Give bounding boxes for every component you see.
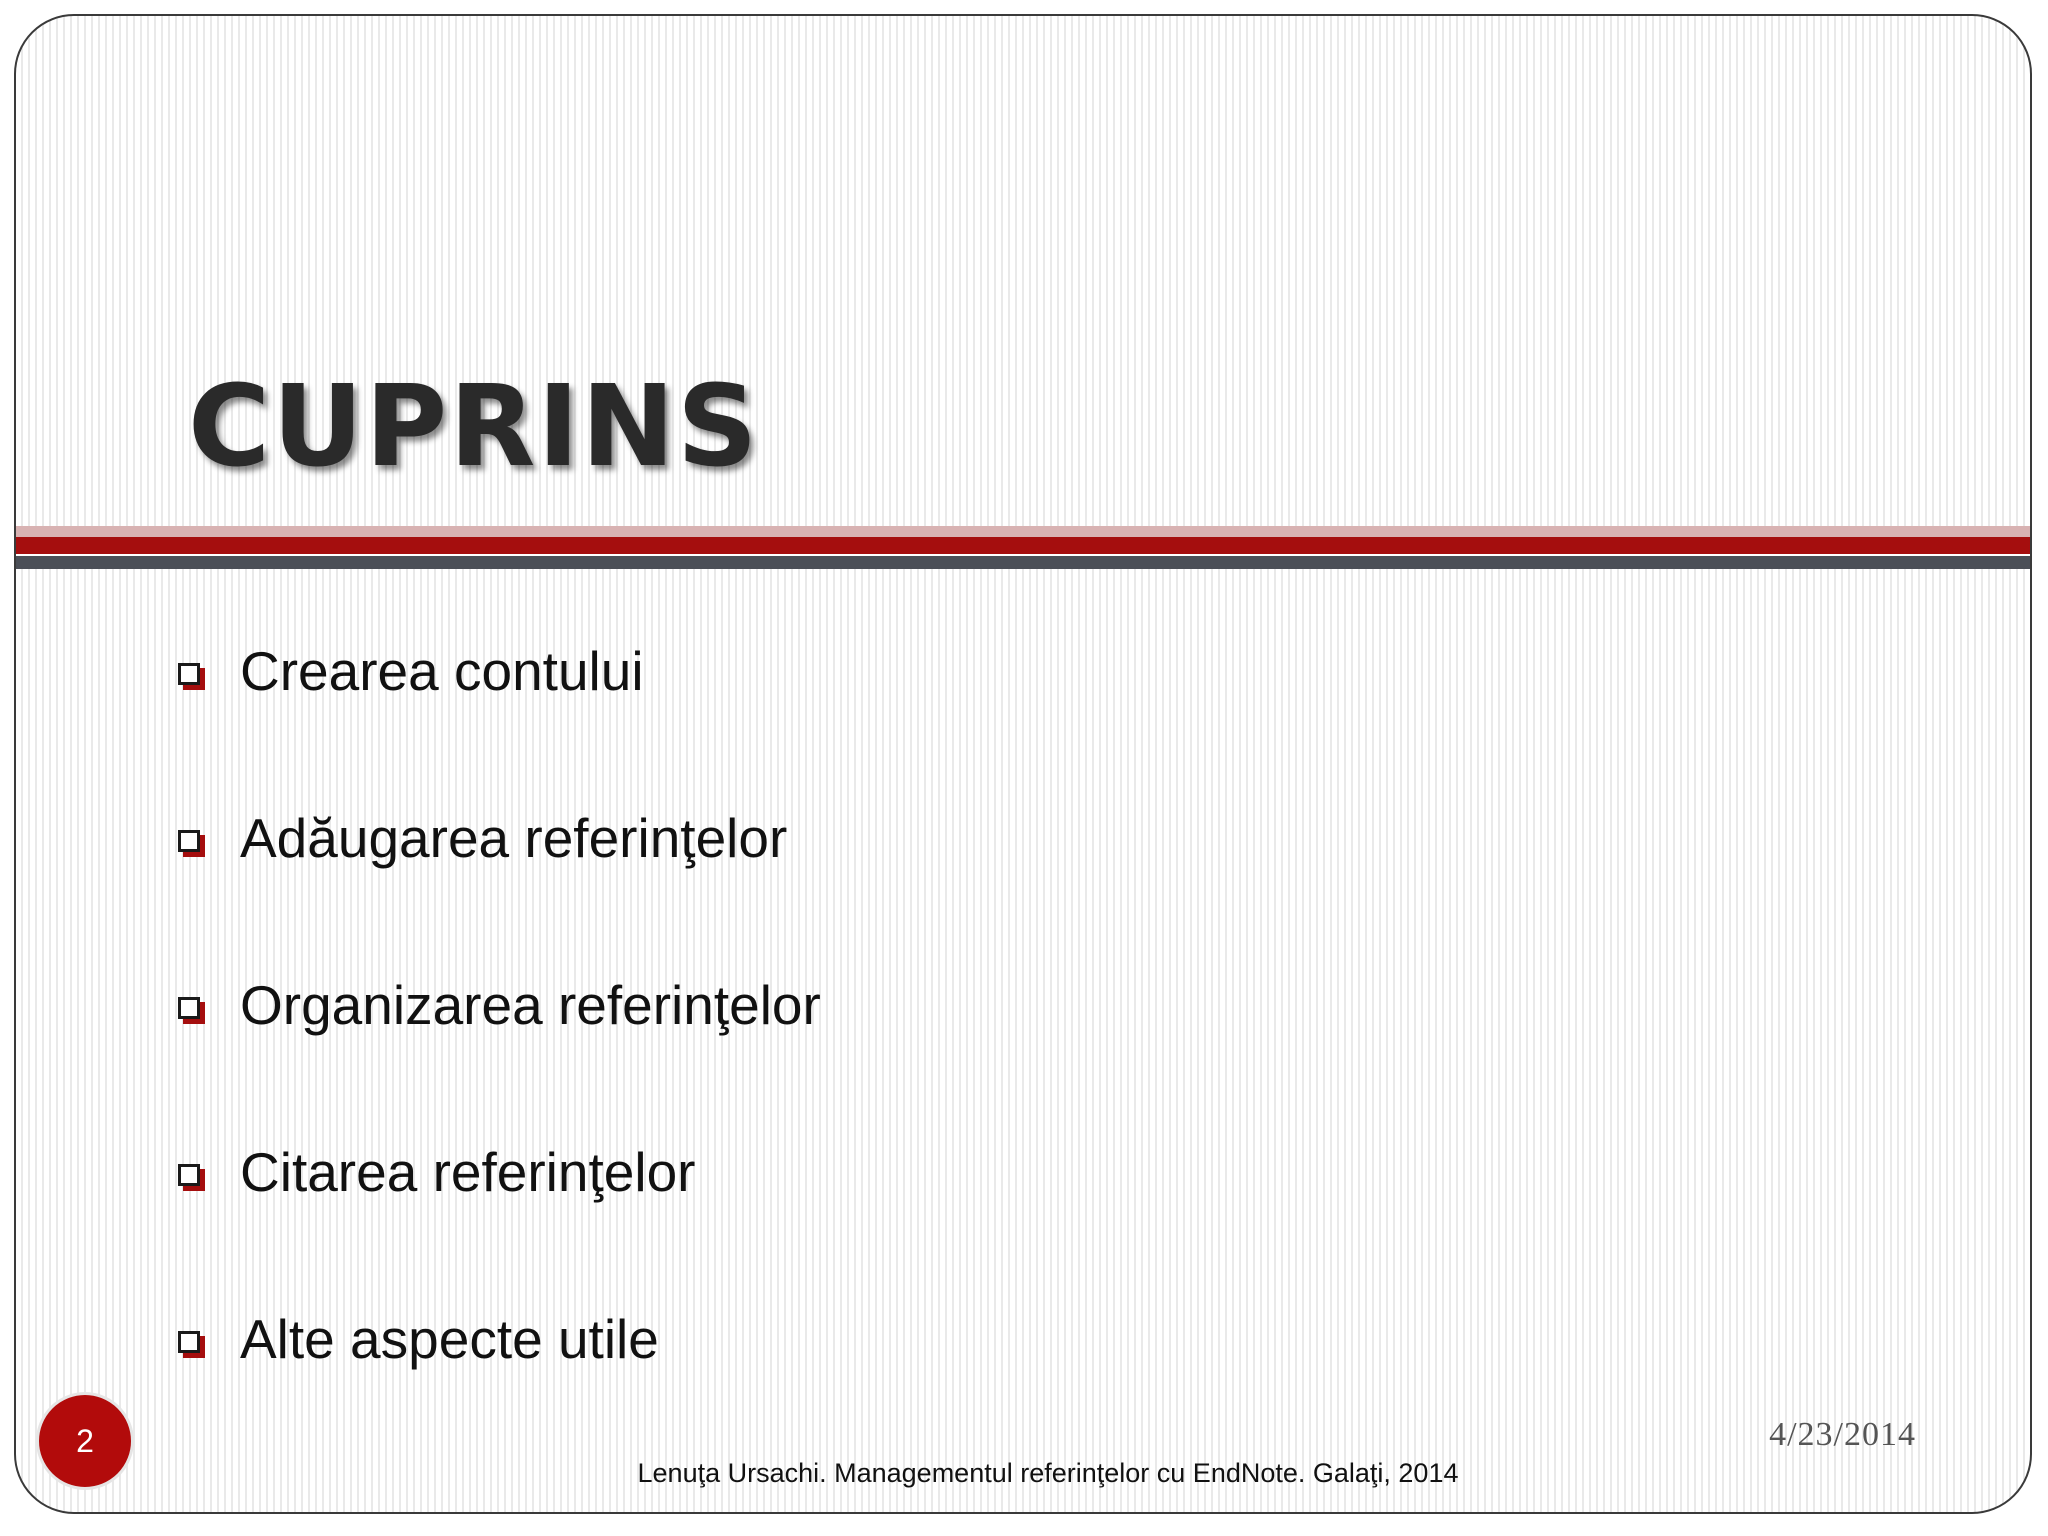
divider-band-pink xyxy=(16,526,2030,537)
hollow-square-bullet-icon xyxy=(178,1331,200,1353)
list-item-label: Adăugarea referinţelor xyxy=(240,807,788,869)
list-item xyxy=(178,1256,821,1423)
list-item xyxy=(178,1089,821,1256)
slide-title: CUPRINS xyxy=(188,362,760,492)
hollow-square-bullet-icon xyxy=(178,997,200,1019)
slide-date: 4/23/2014 xyxy=(1769,1416,1916,1453)
page-number-badge: 2 xyxy=(36,1392,134,1490)
hollow-square-bullet-icon xyxy=(178,663,200,685)
divider-band-red xyxy=(16,537,2030,554)
title-divider-bands xyxy=(16,526,2030,569)
list-item-label: Organizarea referinţelor xyxy=(240,974,821,1036)
slide-footer: Lenuţa Ursachi. Managementul referinţelor cu EndNote. Galaţi, 2014 xyxy=(637,1458,1459,1488)
contents-list xyxy=(178,596,821,1423)
slide xyxy=(14,14,2032,1514)
list-item-label: Citarea referinţelor xyxy=(240,1141,696,1203)
list-item xyxy=(178,588,821,755)
list-item-label: Alte aspecte utile xyxy=(240,1308,659,1370)
hollow-square-bullet-icon xyxy=(178,1164,200,1186)
list-item xyxy=(178,922,821,1089)
hollow-square-bullet-icon xyxy=(178,830,200,852)
list-item xyxy=(178,755,821,922)
divider-band-gray xyxy=(16,556,2030,569)
list-item-label: Crearea contului xyxy=(240,640,644,702)
